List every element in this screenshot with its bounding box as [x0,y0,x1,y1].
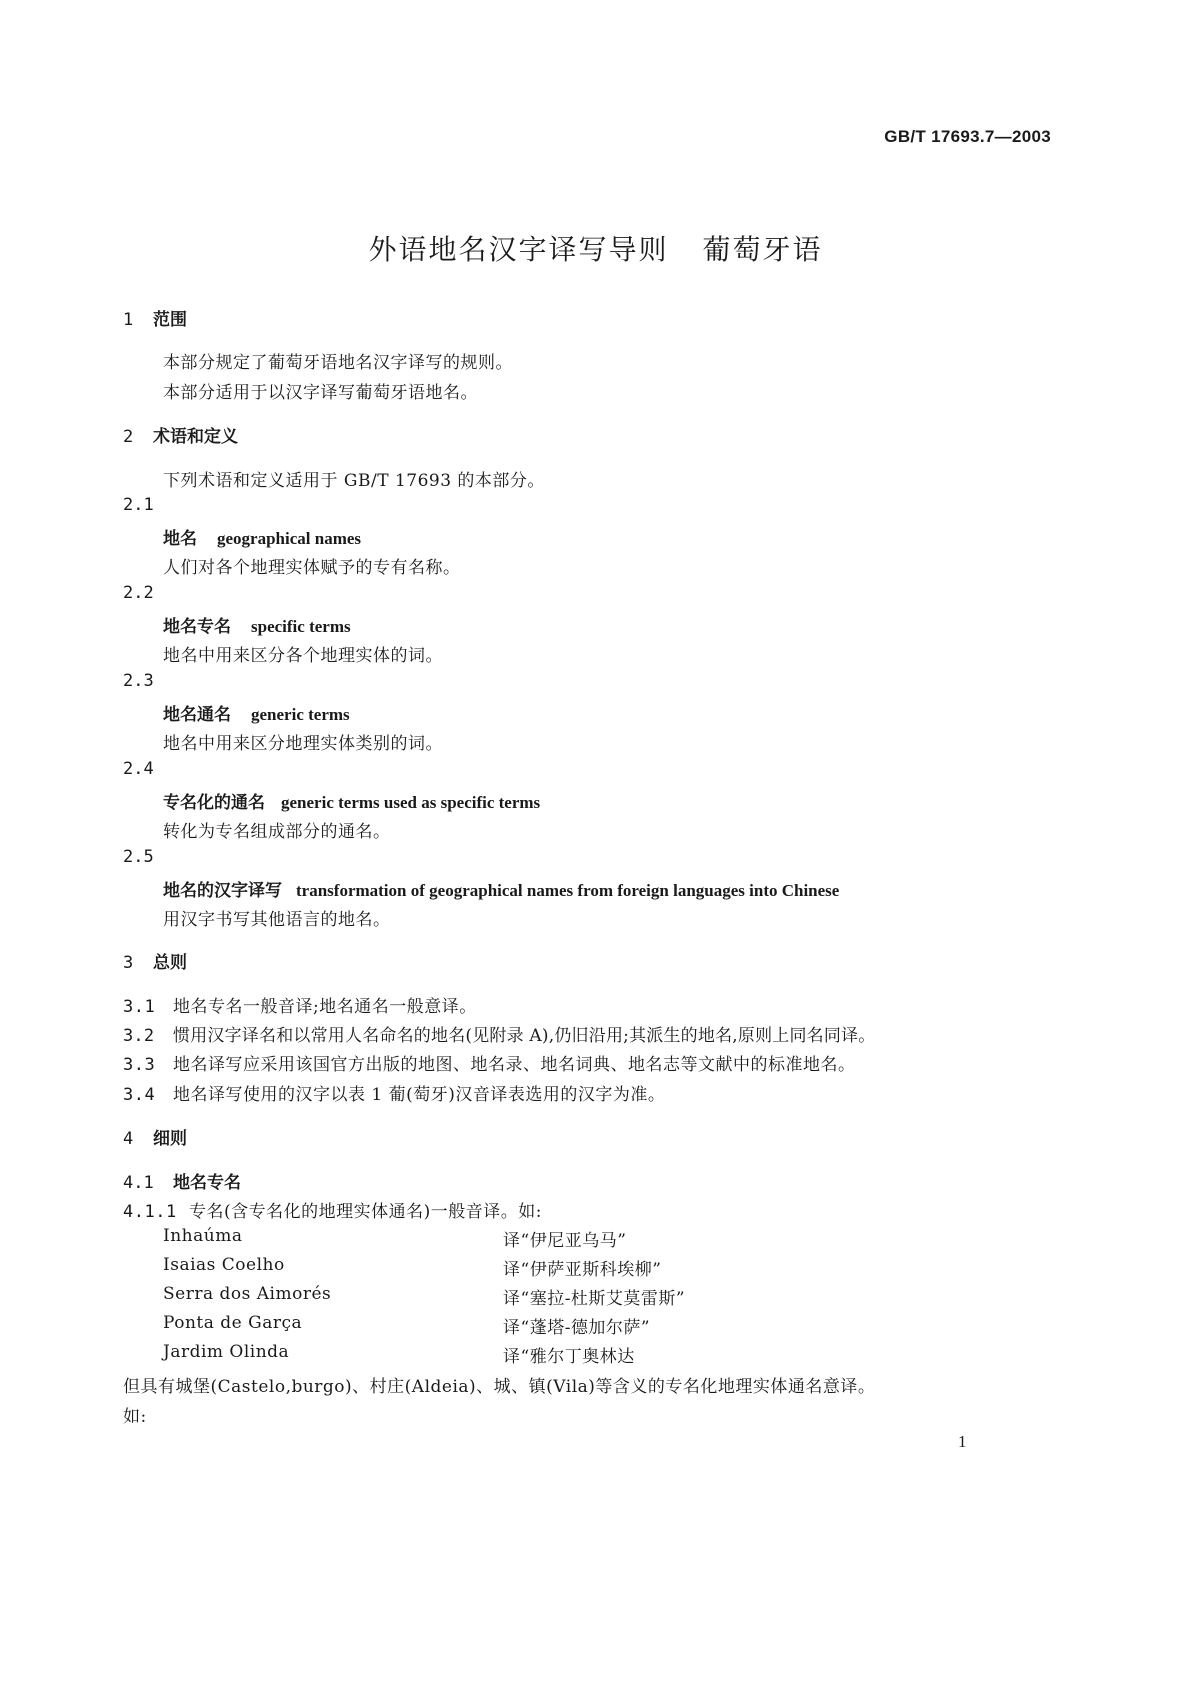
term-english: transformation of geographical names from foreign languages into Chinese [296,881,840,900]
title-sub: 葡萄牙语 [702,233,823,266]
paragraph: 本部分规定了葡萄牙语地名汉字译写的规则。 [163,353,513,373]
term-chinese: 地名专名 [163,617,231,637]
example-portuguese: Serra dos Aimorés [163,1284,332,1304]
clause-number: 3.1 [123,997,156,1017]
subsection-title: 地名专名 [173,1173,241,1193]
example-portuguese: Inhaúma [163,1226,243,1246]
term-entry [163,788,540,813]
subsection-heading [123,1168,241,1193]
term-chinese: 地名 [163,529,197,549]
example-chinese: 译“塞拉-杜斯艾莫雷斯” [503,1289,686,1309]
term-english: specific terms [251,617,351,636]
term-chinese: 地名通名 [163,705,231,725]
clause-number: 2.1 [123,495,154,515]
term-entry [163,524,361,549]
document-title [0,228,1191,268]
term-chinese: 地名的汉字译写 [163,881,282,901]
term-english: generic terms used as specific terms [281,793,541,812]
section-4-heading [123,1124,187,1149]
clause-number: 4.1 [123,1173,154,1193]
section-number: 4 [123,1129,134,1149]
clause-number: 3.4 [123,1085,156,1105]
clause-number: 3.3 [123,1055,156,1075]
paragraph: 如: [123,1407,147,1427]
clause-text: 地名专名一般音译;地名通名一般意译。 [173,997,477,1017]
term-entry [163,876,839,901]
clause-number: 4.1.1 [123,1202,177,1222]
clause-number: 2.5 [123,847,154,867]
clause-text: 惯用汉字译名和以常用人名命名的地名(见附录 A),仍旧沿用;其派生的地名,原则上同名同译。 [173,1026,876,1046]
clause-number: 2.4 [123,759,154,779]
clause-text: 地名译写使用的汉字以表 1 葡(萄牙)汉音译表选用的汉字为准。 [173,1085,666,1105]
section-number: 1 [123,310,134,330]
paragraph: 但具有城堡(Castelo,burgo)、村庄(Aldeia)、城、镇(Vila)等含义的专名化地理实体通名意译。 [123,1377,876,1397]
clause [123,992,477,1017]
section-title: 术语和定义 [153,427,238,447]
clause-number: 2.2 [123,583,154,603]
term-definition: 地名中用来区分地理实体类别的词。 [163,734,443,754]
term-entry [163,700,350,725]
paragraph: 下列术语和定义适用于 GB/T 17693 的本部分。 [163,471,545,491]
example-chinese: 译“蓬塔-德加尔萨” [503,1318,651,1338]
example-portuguese: Ponta de Garça [163,1313,303,1333]
section-number: 3 [123,953,134,973]
term-definition: 地名中用来区分各个地理实体的词。 [163,646,443,666]
clause-number: 2.3 [123,671,154,691]
example-chinese: 译“伊尼亚乌马” [503,1231,627,1251]
section-number: 2 [123,427,134,447]
term-english: geographical names [217,529,362,548]
clause-text: 地名译写应采用该国官方出版的地图、地名录、地名词典、地名志等文献中的标准地名。 [173,1055,856,1075]
term-definition: 转化为专名组成部分的通名。 [163,822,391,842]
paragraph: 本部分适用于以汉字译写葡萄牙语地名。 [163,383,478,403]
clause [123,1021,875,1046]
section-title: 范围 [153,310,187,330]
section-title: 细则 [153,1129,187,1149]
clause [123,1197,542,1222]
term-definition: 人们对各个地理实体赋予的专有名称。 [163,558,461,578]
clause [123,1080,665,1105]
term-english: generic terms [251,705,350,724]
section-2-heading [123,422,238,447]
term-entry [163,612,351,637]
page-number: 1 [958,1432,967,1451]
term-chinese: 专名化的通名 [163,793,265,813]
clause-number: 3.2 [123,1026,155,1046]
clause [123,1050,856,1075]
clause-text: 专名(含专名化的地理实体通名)一般音译。如: [189,1202,542,1222]
standard-number: GB/T 17693.7—2003 [884,127,1051,146]
example-portuguese: Jardim Olinda [163,1342,290,1362]
example-chinese: 译“雅尔丁奥林达 [503,1347,635,1367]
section-title: 总则 [153,953,187,973]
example-chinese: 译“伊萨亚斯科埃柳” [503,1260,662,1280]
example-portuguese: Isaias Coelho [163,1255,285,1275]
section-1-heading [123,305,187,330]
term-definition: 用汉字书写其他语言的地名。 [163,910,391,930]
section-3-heading [123,948,187,973]
title-main: 外语地名汉字译写导则 [368,233,669,266]
